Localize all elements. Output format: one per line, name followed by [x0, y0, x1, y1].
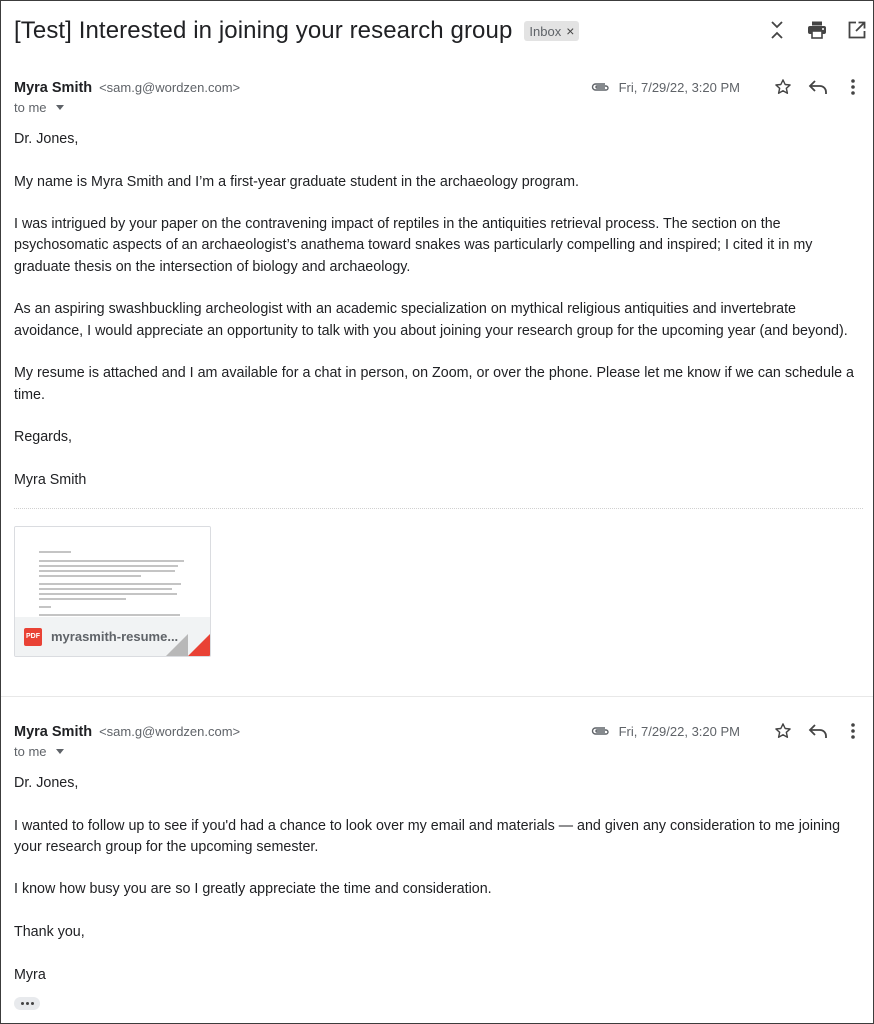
attachment-card[interactable] [14, 526, 211, 657]
show-trimmed-content-button[interactable] [14, 997, 40, 1010]
star-icon[interactable] [771, 719, 795, 743]
thread-actions [765, 18, 869, 42]
message-meta [591, 719, 865, 743]
caret-down-icon [56, 749, 64, 754]
message-body [14, 129, 863, 491]
sender-name[interactable]: Myra Smith [14, 80, 93, 96]
body-paragraph: I was intrigued by your paper on the contravening impact of reptiles in the antiquities retrieval process. The section on the psychosomatic aspects of an archaeologist’s anathema toward snakes was particularly compelling and inspired; I cited it in my graduate thesis on the intersection of biology and archaeology. [14, 216, 813, 275]
body-paragraph: My resume is attached and I am available for a chat in person, on Zoom, or over the phone. Please let me know if we can schedule a time. [14, 365, 854, 403]
attachment-filename: myrasmith-resume... [51, 629, 179, 644]
body-paragraph: I wanted to follow up to see if you'd had a chance to look over my email and materials — and given any consideration to me joining your research group for the upcoming semester. [14, 817, 841, 855]
message-date: Fri, 7/29/22, 3:20 PM [618, 79, 740, 95]
message-separator [1, 696, 873, 697]
recipient-label: to me [14, 100, 47, 115]
body-paragraph: I know how busy you are so I greatly appreciate the time and consideration. [14, 881, 492, 898]
sender-info [14, 79, 240, 96]
body-paragraph: Regards, [14, 429, 73, 446]
body-paragraph: As an aspiring swashbuckling archeologist with an academic specialization on mythical religious antiquities and invertebrate avoidance, I would appreciate an opportunity to talk with you about joining your research group for the upcoming year (and beyond). [14, 301, 848, 339]
message-meta [591, 75, 865, 99]
message-header [14, 79, 873, 123]
message-body [14, 773, 863, 986]
remove-label-icon[interactable]: × [566, 23, 575, 39]
star-icon[interactable] [771, 75, 795, 99]
pdf-file-icon: PDF [24, 628, 42, 646]
body-paragraph: My name is Myra Smith and I’m a first-year graduate student in the archaeology program. [14, 173, 579, 190]
print-icon[interactable] [805, 18, 829, 42]
recipient-label: to me [14, 744, 47, 759]
body-paragraph: Myra [14, 966, 46, 983]
open-in-new-window-icon[interactable] [845, 18, 869, 42]
reply-icon[interactable] [806, 75, 830, 99]
message-header [14, 723, 873, 767]
sender-info [14, 723, 240, 740]
label-chip-inbox[interactable] [524, 21, 579, 41]
body-paragraph: Myra Smith [14, 471, 87, 488]
sender-email: <sam.g@wordzen.com> [99, 80, 241, 95]
reply-icon[interactable] [806, 719, 830, 743]
message-1 [1, 79, 873, 689]
attachment-corner-shadow [166, 634, 188, 656]
sender-email: <sam.g@wordzen.com> [99, 724, 241, 739]
email-subject: [Test] Interested in joining your research group [14, 17, 513, 44]
more-options-icon[interactable] [841, 75, 865, 99]
recipient-details-toggle[interactable] [14, 744, 64, 759]
body-paragraph: Thank you, [14, 924, 85, 941]
recipient-details-toggle[interactable] [14, 100, 64, 115]
sender-name[interactable]: Myra Smith [14, 724, 93, 740]
paperclip-icon [591, 81, 611, 93]
message-2 [1, 723, 873, 993]
paperclip-icon [591, 725, 611, 737]
more-options-icon[interactable] [841, 719, 865, 743]
caret-down-icon [56, 105, 64, 110]
attachment-corner-fold [188, 634, 210, 656]
collapse-all-icon[interactable] [765, 18, 789, 42]
body-paragraph: Dr. Jones, [14, 775, 79, 791]
attachment-thumbnail [15, 527, 210, 619]
body-paragraph: Dr. Jones, [14, 131, 79, 147]
message-date: Fri, 7/29/22, 3:20 PM [618, 723, 740, 739]
attachment-divider [14, 508, 863, 509]
subject-row [14, 15, 859, 47]
label-chip-name: Inbox [529, 23, 562, 39]
